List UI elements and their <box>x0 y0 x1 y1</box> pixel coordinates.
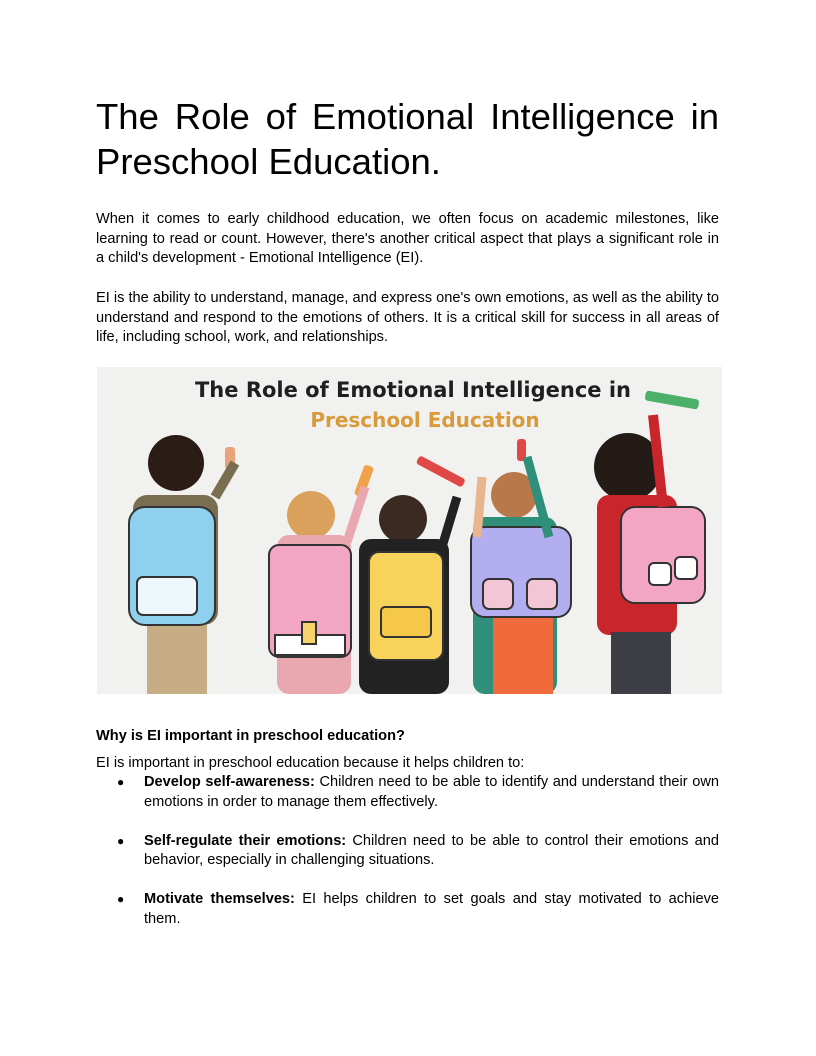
hero-heading-line1: The Role of Emotional Intelligence in <box>194 378 632 402</box>
bullet-term: Self-regulate their emotions: <box>144 832 347 849</box>
section-heading: Why is EI important in preschool education? <box>96 728 405 744</box>
section-intro: EI is important in preschool education because it helps children to: <box>96 755 525 771</box>
bullet-term: Develop self-awareness: <box>144 774 315 790</box>
bullet-term: Motivate themselves: <box>144 891 295 907</box>
bullet-text: Children need to be able to identify and understand their own emotions in order to manage them effectively. <box>144 774 720 810</box>
intro-paragraph: When it comes to early childhood education, we often focus on academic milestones, like learning to read or count. However, there's another critical aspect that plays a significant role in a child's development - Emotional Intelligence (EI). <box>96 211 719 266</box>
page-title: The Role of Emotional Intelligence in Preschool Education. <box>96 96 719 182</box>
bullet-icon: ● <box>117 775 125 789</box>
hero-heading-line2: Preschool Education <box>310 408 540 432</box>
benefits-list <box>96 773 719 949</box>
ei-definition-paragraph: EI is the ability to understand, manage, and express one's own emotions, as well as the ability to understand and respond to the emotions of others. It is a critical skill for success in all areas of life, including school, work, and relationships. <box>96 290 719 345</box>
bullet-text: EI helps children to set goals and stay motivated to achieve them. <box>144 891 719 927</box>
children-with-backpacks-illustration <box>97 367 722 694</box>
bullet-icon: ● <box>117 892 125 906</box>
list-item <box>96 773 719 812</box>
list-item <box>96 832 719 871</box>
hero-image <box>97 367 722 694</box>
bullet-text: Children need to be able to control their emotions and behavior, especially in challenging situations. <box>144 832 719 868</box>
list-item <box>96 890 719 929</box>
bullet-icon: ● <box>117 833 125 848</box>
